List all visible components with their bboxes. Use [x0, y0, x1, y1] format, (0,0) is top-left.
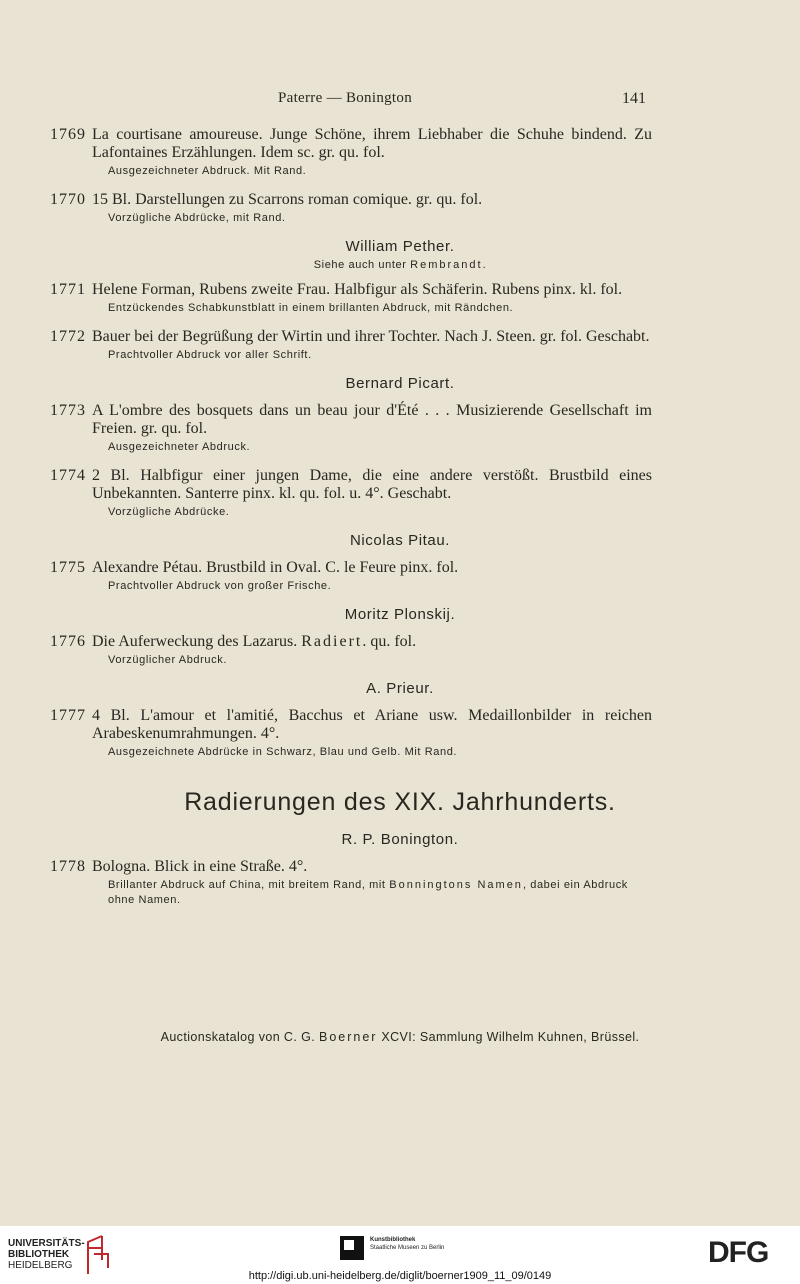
running-header [0, 90, 800, 110]
catalog-footer [0, 1030, 800, 1044]
entry-description: 2 Bl. Halbfigur einer jungen Dame, die eine andere verstößt. Brustbild eines Unbekannten. Santerre pinx. kl. qu. fol. u. 4°. Geschabt. [92, 467, 652, 502]
entry-note: Entzückendes Schabkunstblatt in einem brillanten Abdruck, mit Rändchen. [108, 302, 514, 314]
lot-number: 1770 [50, 191, 86, 208]
cross-ref-suffix: . [482, 259, 487, 271]
uni-line-2: BIBLIOTHEK [8, 1249, 70, 1260]
entry-note: Prachtvoller Abdruck von großer Frische. [108, 580, 332, 592]
entry-description: Bologna. Blick in eine Straße. 4°. [92, 858, 308, 875]
catalog-entry [0, 191, 800, 226]
lot-number: 1774 [50, 467, 86, 484]
entry-description: Alexandre Pétau. Brustbild in Oval. C. le Feure pinx. fol. [92, 559, 459, 576]
lot-number: 1772 [50, 328, 86, 345]
entry-note: Vorzügliche Abdrücke, mit Rand. [108, 212, 286, 224]
entry-note: Ausgezeichnete Abdrücke in Schwarz, Blau und Gelb. Mit Rand. [108, 746, 458, 758]
lot-number: 1777 [50, 707, 86, 724]
entry-text-suffix: . qu. fol. [362, 633, 417, 650]
lot-number: 1776 [50, 633, 86, 650]
entry-note: Vorzügliche Abdrücke. [108, 506, 230, 518]
lot-number: 1778 [50, 858, 86, 875]
lot-number: 1771 [50, 281, 86, 298]
university-library-logo-text [8, 1238, 85, 1271]
entry-note [108, 878, 653, 908]
header-title: Paterre — Bonington [277, 90, 412, 106]
artist-heading: Moritz Plonskij. [344, 606, 456, 623]
source-url-link[interactable]: http://digi.ub.uni-heidelberg.de/diglit/boerner1909_11_09/0149 [248, 1270, 552, 1282]
kb-line-1: Kunstbibliothek [370, 1237, 416, 1243]
catalog-entry [0, 467, 800, 520]
lot-number: 1769 [50, 126, 86, 143]
entry-description: A L'ombre des bosquets dans un beau jour d'Été . . . Musizierende Gesellschaft im Freien. gr. qu. fol. [92, 402, 652, 437]
section-title: Radierungen des XIX. Jahrhunderts. [184, 788, 616, 816]
catalog-entry [0, 633, 800, 668]
kunstbibliothek-logo-icon [340, 1236, 364, 1260]
entry-text-prefix: Die Auferweckung des Lazarus. [92, 633, 302, 650]
entry-note: Prachtvoller Abdruck vor aller Schrift. [108, 349, 312, 361]
uni-line-1: UNIVERSITÄTS- [8, 1238, 85, 1249]
footer-suffix: XCVI: Sammlung Wilhelm Kuhnen, Brüssel. [377, 1030, 640, 1044]
kb-line-2: Staatliche Museen zu Berlin [370, 1245, 445, 1251]
entry-technique: Radiert [301, 633, 363, 650]
note-prefix: Brillanter Abdruck auf China, mit breitem Rand, mit [108, 879, 390, 891]
artist-heading: William Pether. [345, 238, 455, 255]
library-footer-bar [0, 1226, 800, 1284]
cross-ref-prefix: Siehe auch unter [313, 259, 411, 271]
catalog-entry [0, 402, 800, 455]
entry-note: Ausgezeichneter Abdruck. [108, 441, 251, 453]
note-name: Bonningtons Namen [389, 879, 523, 891]
footer-prefix: Auctionskatalog von C. G. [160, 1030, 319, 1044]
catalog-entry [0, 281, 800, 316]
catalog-entry [0, 858, 800, 908]
catalog-entry [0, 707, 800, 760]
entry-description: 15 Bl. Darstellungen zu Scarrons roman comique. gr. qu. fol. [92, 191, 483, 208]
entry-note: Vorzüglicher Abdruck. [108, 654, 227, 666]
entry-description [92, 633, 652, 651]
kunstbibliothek-logo-text [370, 1236, 444, 1252]
cross-ref-name: Rembrandt [410, 259, 483, 271]
footer-publisher: Boerner [318, 1030, 378, 1044]
lot-number: 1775 [50, 559, 86, 576]
lot-number: 1773 [50, 402, 86, 419]
catalog-entry [0, 126, 800, 179]
entry-note: Ausgezeichneter Abdruck. Mit Rand. [108, 165, 307, 177]
page-number: 141 [622, 90, 646, 107]
entry-description: 4 Bl. L'amour et l'amitié, Bacchus et Ariane usw. Medaillonbilder in reichen Arabeskenumrahmungen. 4°. [92, 707, 652, 742]
note-suffix: , dabei ein Abdruck ohne Namen. [108, 879, 628, 906]
catalog-entry [0, 328, 800, 363]
catalog-entries [0, 126, 800, 920]
artist-heading: A. Prieur. [366, 680, 434, 697]
entry-description: Helene Forman, Rubens zweite Frau. Halbfigur als Schäferin. Rubens pinx. kl. fol. [92, 281, 623, 298]
artist-heading: Bernard Picart. [345, 375, 455, 392]
artist-heading: R. P. Bonington. [341, 831, 459, 848]
entry-description: Bauer bei der Begrüßung der Wirtin und ihrer Tochter. Nach J. Steen. gr. fol. Geschabt. [92, 328, 650, 345]
artist-cross-reference [0, 259, 800, 271]
entry-description: La courtisane amoureuse. Junge Schöne, ihrem Liebhaber die Schuhe bindend. Zu Lafontaines Erzählungen. Idem sc. gr. qu. fol. [92, 126, 652, 161]
uni-line-3: HEIDELBERG [8, 1260, 73, 1271]
catalog-entry [0, 559, 800, 594]
artist-heading: Nicolas Pitau. [349, 532, 451, 549]
dfg-logo: DFG [708, 1236, 769, 1269]
